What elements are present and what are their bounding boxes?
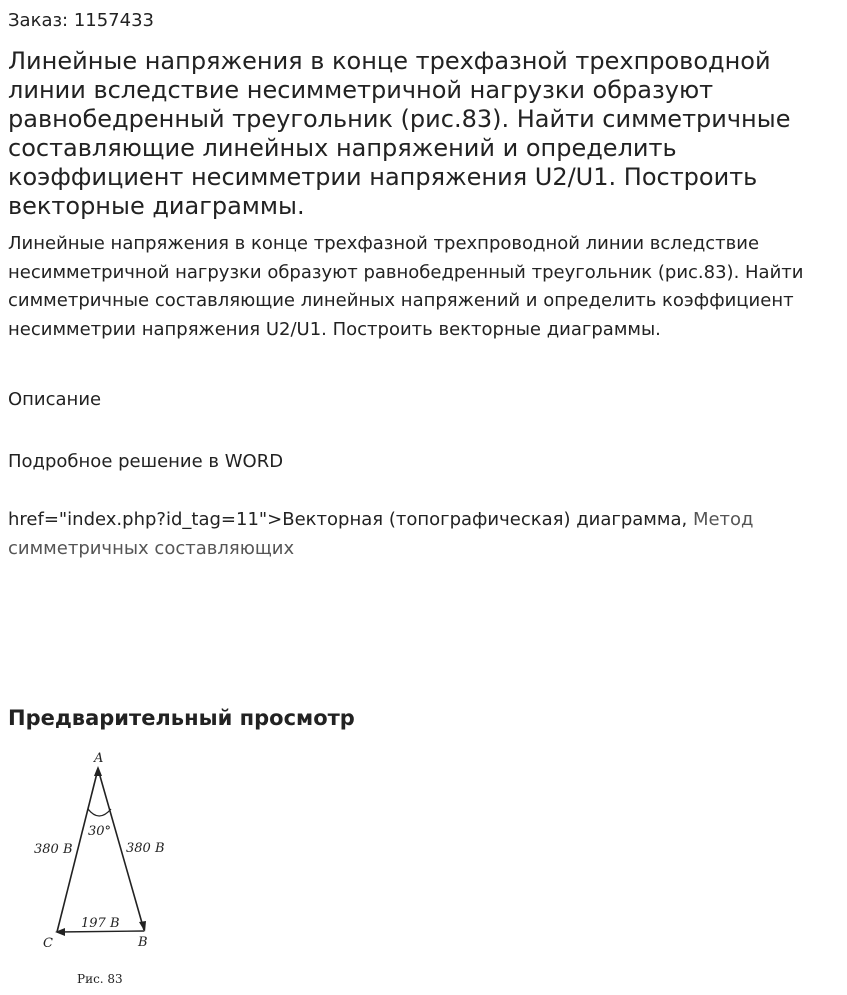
angle-arc bbox=[88, 809, 111, 816]
arrow-a-icon bbox=[94, 766, 102, 776]
side-cb-line bbox=[57, 931, 144, 932]
figure-caption: Рис. 83 bbox=[77, 972, 123, 986]
description-label: Описание bbox=[8, 389, 102, 410]
angle-label: 30° bbox=[88, 824, 112, 839]
tag-link-symmetric-components[interactable]: Метод симметричных составляющих bbox=[8, 509, 754, 559]
order-number: Заказ: 1157433 bbox=[8, 10, 154, 31]
tags-prefix: href="index.php?id_tag=11">Векторная (топографическая) диаграмма, bbox=[8, 509, 693, 530]
preview-heading: Предварительный просмотр bbox=[8, 706, 355, 730]
tags-line bbox=[8, 505, 828, 563]
side-ca-label: 380 В bbox=[34, 842, 73, 857]
side-ab-label: 380 В bbox=[126, 841, 165, 856]
problem-text: Линейные напряжения в конце трехфазной трехпроводной линии вследствие несимметричной нагрузки образуют равнобедренный треугольник (рис.83). Найти симметричные составляющие линейных напряжений и определить коэффициент несимметрии напряжения U2/U1. Построить векторные диаграммы. bbox=[8, 233, 804, 340]
side-cb-label: 197 В bbox=[81, 916, 120, 931]
vertex-a-label: A bbox=[94, 751, 104, 766]
solution-note: Подробное решение в WORD bbox=[8, 451, 284, 472]
triangle-diagram bbox=[25, 745, 185, 990]
arrow-c-icon bbox=[55, 928, 65, 936]
vertex-c-label: C bbox=[43, 936, 53, 951]
page-title: Линейные напряжения в конце трехфазной трехпроводной линии вследствие несимметричной нагрузки образуют равнобедренный треугольник (рис.83). Найти симметричные составляющие линейных напряжений и определить коэффициент несимметрии напряжения U2/U1. Построить векторные диаграммы. bbox=[8, 47, 791, 220]
vertex-b-label: B bbox=[138, 935, 148, 950]
triangle-figure bbox=[25, 745, 185, 990]
